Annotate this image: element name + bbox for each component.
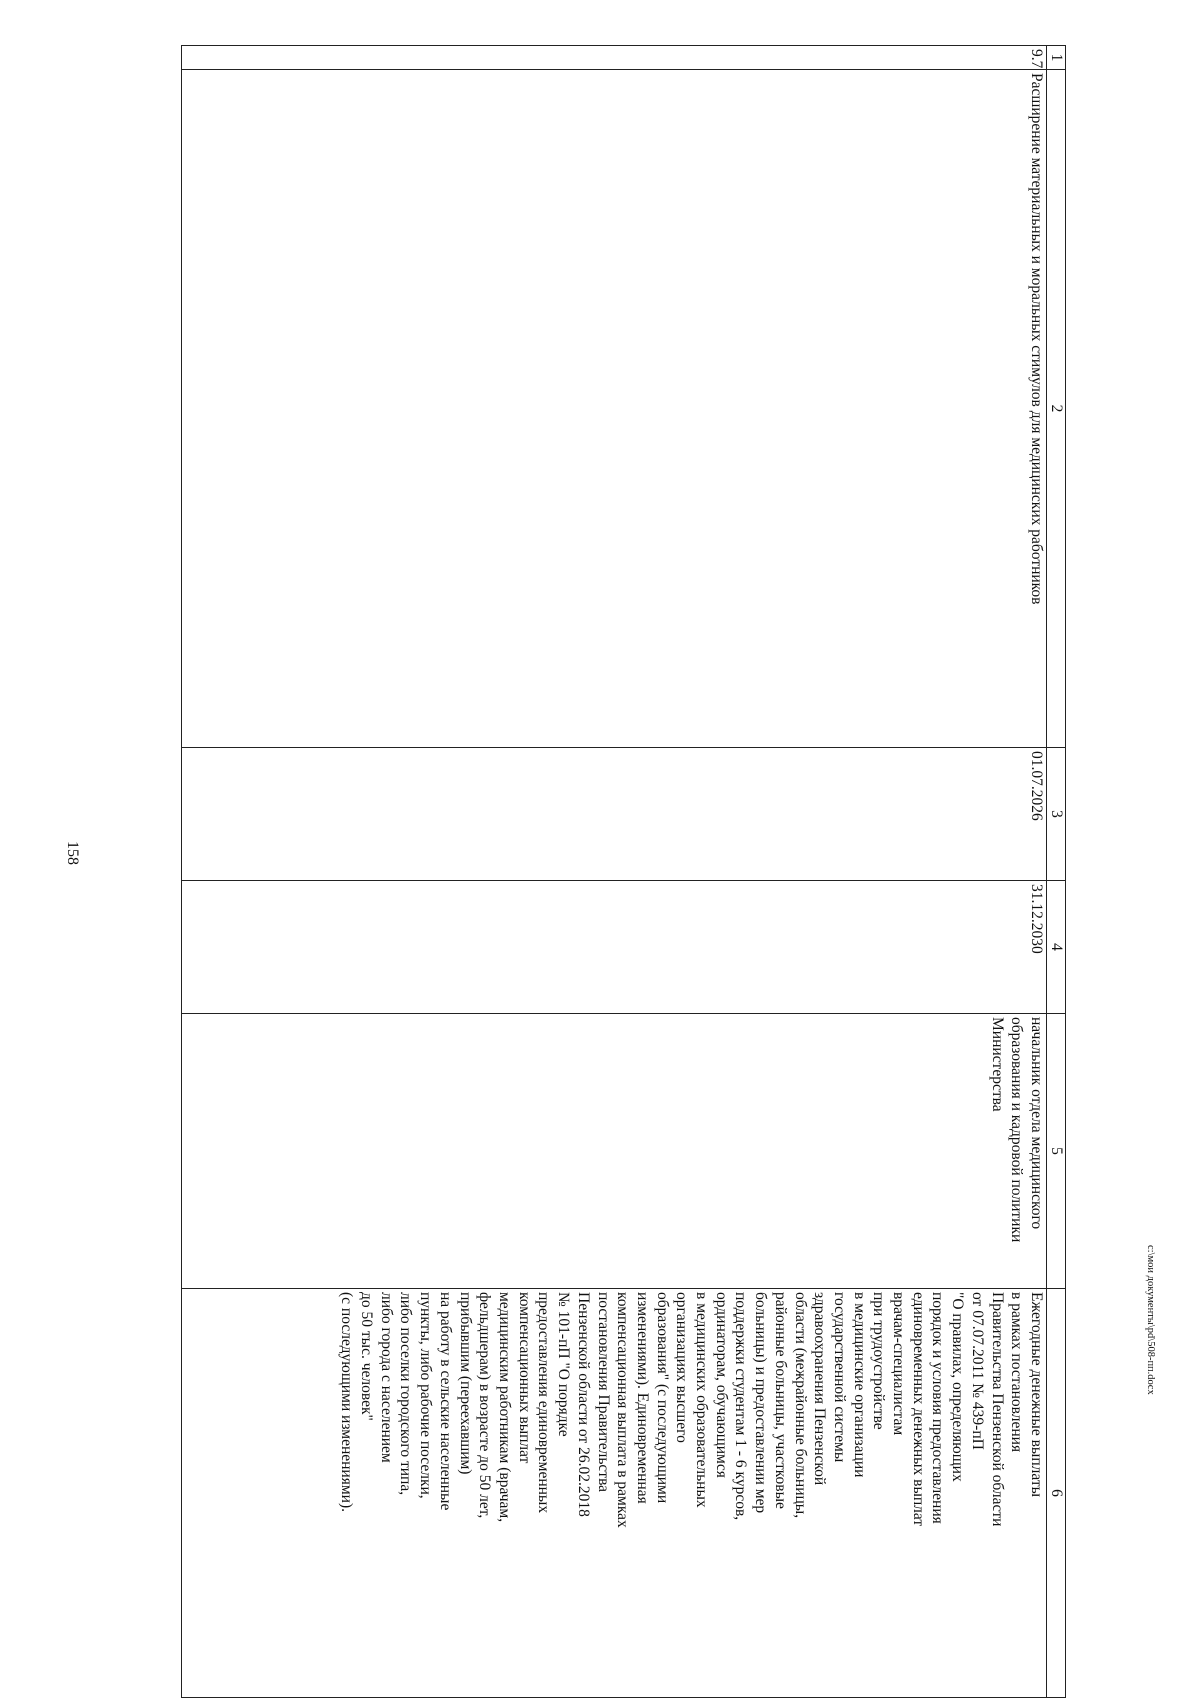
footer-file-path: c:\мои документы\pd\508-пп.docx bbox=[1145, 1245, 1156, 1395]
table-row bbox=[182, 46, 1047, 1698]
header-col-2: 2 bbox=[1047, 70, 1066, 748]
end-date: 31.12.2030 bbox=[182, 881, 1047, 1014]
description bbox=[182, 1289, 1047, 1698]
page-number: 158 bbox=[64, 841, 81, 865]
activity-text: Расширение материальных и моральных стимулов для медицинских работников bbox=[1028, 73, 1045, 605]
header-col-4: 4 bbox=[1047, 881, 1066, 1014]
responsible-text: начальник отдела медицинского образования и кадровой политики Министерства bbox=[988, 1017, 1045, 1243]
measures-table bbox=[181, 45, 1066, 1698]
description-text: Ежегодные денежные выплаты в рамках постановления Правительства Пензенской области от 07.07.2011 № 439-пП "О правилах, определяющих порядок и условия предоставления единовременных денежных выплат врачам-специалистам при трудоустройстве в медицинские организации государственной системы здравоохранения Пензенской области (межрайонные больницы, районные больницы, участковые больницы) и предоставлении мер поддержки студентам 1 - 6 курсов, ординаторам, обучающимся в медицинских образовательных организациях высшего образования" (с последующими изменениями). Единовременная компенсационная выплата в рамках постановления Правительства Пензенской области от 26.02.2018 № 101-пП "О порядке предоставления единовременных компенсационных выплат медицинским работникам (врачам, фельдшерам) в возрасте до 50 лет, прибывшим (переехавшим) на работу в сельские населенные пункты, либо рабочие поселки, либо поселки городского типа, либо города с населением до 50 тыс. человек" (с последующими изменениями). bbox=[338, 1292, 1045, 1528]
row-number: 9.7 bbox=[182, 46, 1047, 70]
header-col-3: 3 bbox=[1047, 748, 1066, 881]
header-col-1: 1 bbox=[1047, 46, 1066, 70]
activity-name bbox=[182, 70, 1047, 748]
rotated-table-frame bbox=[175, 45, 1066, 1697]
responsible-person bbox=[182, 1014, 1047, 1289]
table-container bbox=[175, 45, 1066, 1697]
header-col-6: 6 bbox=[1047, 1289, 1066, 1698]
start-date: 01.07.2026 bbox=[182, 748, 1047, 881]
header-col-5: 5 bbox=[1047, 1014, 1066, 1289]
table-header-row bbox=[1047, 46, 1066, 1698]
